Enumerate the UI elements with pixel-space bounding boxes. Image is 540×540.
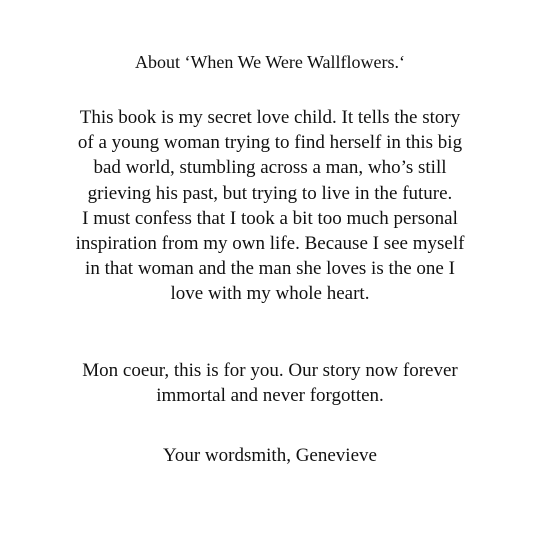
paragraph-line: bad world, stumbling across a man, who’s still [93, 157, 447, 179]
document-heading: About ‘When We Were Wallflowers.‘ [134, 52, 406, 72]
paragraph-line: Mon coeur, this is for you. Our story now forever [82, 360, 458, 381]
paragraph-line: in that woman and the man she loves is the one I [85, 258, 455, 280]
paragraph-line: grieving his past, but trying to live in the future. [87, 182, 453, 204]
paragraph-line: immortal and never forgotten. [156, 385, 384, 407]
paragraph-about-book [0, 105, 540, 307]
paragraph-line: I must confess that I took a bit too much personal [82, 207, 458, 229]
signature: Your wordsmith, Genevieve [163, 445, 377, 466]
paragraph-dedication [0, 358, 540, 408]
paragraph-line: inspiration from my own life. Because I see myself [75, 233, 465, 255]
paragraph-line: of a young woman trying to find herself in this big [77, 132, 463, 154]
paragraph-line: love with my whole heart. [170, 283, 370, 305]
paragraph-line: This book is my secret love child. It tells the story [79, 107, 461, 128]
